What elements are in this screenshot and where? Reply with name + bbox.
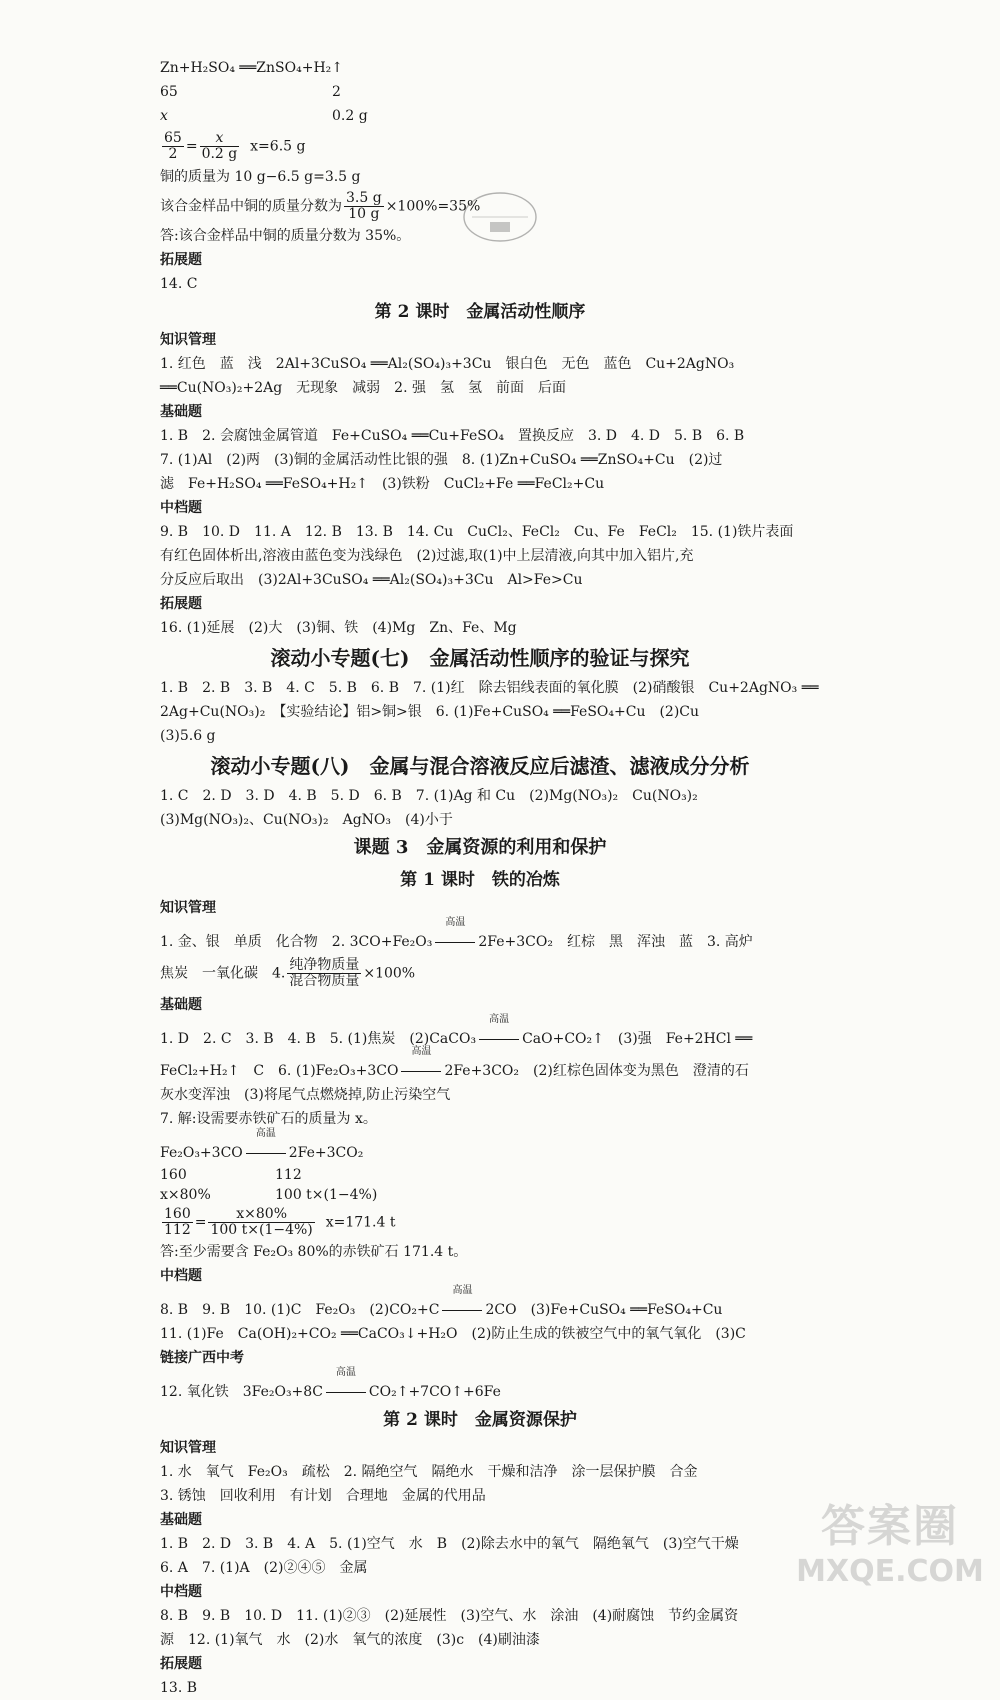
result: x=171.4 t [325,1214,396,1231]
mass-row-1 [160,1165,800,1185]
numerator: 65 [164,130,182,146]
mass-value: 65 [160,84,178,100]
section-heading: 拓展题 [160,252,202,268]
answer-line: 13. B [160,1680,198,1696]
text: 2Fe+3CO₂ 红棕 黑 浑浊 蓝 3. 高炉 [478,934,753,950]
mass-value: 160 [160,1167,187,1183]
numerator: 纯净物质量 [289,957,360,973]
text: 2Fe+3CO₂ [288,1145,364,1161]
mass-row-2 [160,104,800,128]
answer-line: 源 12. (1)氧气 水 (2)水 氧气的浓度 (3)c (4)刷油漆 [160,1632,540,1648]
fraction [162,131,184,162]
section-heading: 知识管理 [160,1440,216,1456]
text: 1. D 2. C 3. B 4. B 5. (1)焦炭 (2)CaCO₃ [160,1031,477,1047]
denominator: 2 [168,146,178,162]
unit-title: 课题 3 金属资源的利用和保护 [353,837,607,858]
numerator: 160 [164,1206,191,1222]
ratio-line: $\frac{160}{112}$ = $\frac{x\times 80\%}{100 t\times(1-4\%)}$ x=171.4 t [164,1206,396,1238]
topic-title: 滚动小专题(八) 金属与混合溶液反应后滤渣、滤液成分分析 [210,754,750,778]
answer-line: 1. 水 氧气 Fe₂O₃ 疏松 2. 隔绝空气 隔绝水 干燥和洁净 涂一层保护膜 合金 [160,1464,698,1480]
cu-mass-line: 铜的质量为 10 g−6.5 g=3.5 g [160,169,361,185]
text: 该合金样品中铜的质量分数为 [160,198,342,215]
mass-value: x [160,108,168,124]
mass-value: 0.2 g [332,108,368,124]
calc-equation [160,1128,800,1165]
fraction [200,131,240,162]
answer-line: 11. (1)Fe Ca(OH)₂+CO₂ ══CaCO₃↓+H₂O (2)防止生成的铁被空气中的氧气氧化 (3)C [160,1326,746,1342]
section-heading: 中档题 [160,500,202,516]
condition: 高温 [452,1285,473,1296]
answer-line: 滤 Fe+H₂SO₄ ══FeSO₄+H₂↑ (3)铁粉 CuCl₂+Fe ══FeCl₂+Cu [160,476,605,492]
text: Fe₂O₃+3CO [160,1145,243,1161]
section-heading: 中档题 [160,1584,202,1600]
result: x=6.5 g [250,138,306,155]
mass-value: 100 t×(1−4%) [275,1187,378,1203]
denominator: 100 t×(1−4%) [210,1222,313,1238]
mass-row-2 [160,1185,800,1205]
text: 2CO (3)Fe+CuSO₄ ══FeSO₄+Cu [485,1302,723,1318]
lesson-title: 第 1 课时 铁的冶炼 [400,870,560,890]
numerator: x×80% [208,1207,314,1223]
ratio-line: $\frac{65}{2}$ = $\frac{x}{0.2 g}$ x=6.5 g [164,130,306,162]
section-heading: 中档题 [160,1268,202,1284]
answer-line: 有红色固体析出,溶液由蓝色变为浅绿色 (2)过滤,取(1)中上层清液,向其中加入铝片,充 [160,548,694,564]
answer-line: 9. B 10. D 11. A 12. B 13. B 14. Cu CuCl₂、FeCl₂ Cu、Fe FeCl₂ 15. (1)铁片表面 [160,524,794,540]
text: 1. 金、银 单质 化合物 2. 3CO+Fe₂O₃ [160,934,433,950]
denominator: 112 [164,1222,191,1238]
answer-line: 灰水变浑浊 (3)将尾气点燃烧掉,防止污染空气 [160,1087,451,1103]
numerator: 3.5 g [346,190,382,206]
reaction-arrow [476,1014,522,1051]
answer-line: 分反应后取出 (3)2Al+3CuSO₄ ══Al₂(SO₄)₃+3Cu Al>Fe>Cu [160,572,583,588]
denominator: 0.2 g [201,146,238,162]
text: 2Fe+3CO₂ (2)红棕色固体变为黑色 澄清的石 [444,1063,749,1079]
condition: 高温 [445,917,466,928]
fraction [162,1207,193,1238]
mass-value: 112 [275,1167,302,1183]
zn-equation: Zn+H₂SO₄ ══ZnSO₄+H₂↑ [160,60,343,76]
reaction-arrow [432,917,478,954]
section-heading: 知识管理 [160,900,216,916]
answer-line: 3. 锈蚀 回收利用 有计划 合理地 金属的代用品 [160,1488,486,1504]
watermark-text: 答案圈 [821,1501,959,1552]
answer-line: 8. B 9. B 10. D 11. (1)②③ (2)延展性 (3)空气、水 涂油 (4)耐腐蚀 节约金属资 [160,1608,739,1624]
reaction-arrow [398,1046,444,1083]
fraction [287,958,361,989]
condition: 高温 [411,1046,432,1057]
answer-line: 答:至少需要含 Fe₂O₃ 80%的赤铁矿石 171.4 t。 [160,1244,468,1260]
reaction-arrow [439,1285,485,1322]
fraction [344,191,384,222]
answer-line [160,1014,800,1051]
section-heading: 拓展题 [160,1656,202,1672]
reaction-arrow [243,1128,289,1165]
answer-line [160,958,800,989]
answer-line: 14. C [160,276,198,292]
answer-page [160,56,819,1700]
answer-line: 1. B 2. 会腐蚀金属管道 Fe+CuSO₄ ══Cu+FeSO₄ 置换反应 3. D 4. D 5. B 6. B [160,428,745,444]
lesson-title: 第 2 课时 金属资源保护 [383,1410,577,1430]
condition: 高温 [255,1128,276,1139]
reaction-arrow [323,1367,369,1404]
text: CO₂↑+7CO↑+6Fe [368,1384,501,1400]
section-heading: 拓展题 [160,596,202,612]
text: FeCl₂+H₂↑ C 6. (1)Fe₂O₃+3CO [160,1063,399,1079]
section-heading: 基础题 [160,404,202,420]
fraction [208,1207,314,1238]
text: 12. 氧化铁 3Fe₂O₃+8C [160,1384,323,1400]
answer-line: 2Ag+Cu(NO₃)₂ 【实验结论】铝>铜>银 6. (1)Fe+CuSO₄ ══FeSO₄+Cu (2)Cu [160,704,700,720]
mass-value: 2 [332,84,341,100]
answer-line: 16. (1)延展 (2)大 (3)铜、铁 (4)Mg Zn、Fe、Mg [160,620,517,636]
watermark-logo [790,1500,990,1595]
watermark-url: MXQE.COM [796,1554,984,1589]
section-heading: 知识管理 [160,332,216,348]
topic-title: 滚动小专题(七) 金属活动性顺序的验证与探究 [270,646,690,670]
denominator: 10 g [348,206,380,222]
section-heading: 基础题 [160,1512,202,1528]
answer-line [160,917,800,954]
fraction-line [160,191,800,222]
answer-line [160,1046,800,1083]
answer-line: 7. (1)Al (2)两 (3)铜的金属活动性比银的强 8. (1)Zn+CuSO₄ ══ZnSO₄+Cu (2)过 [160,452,723,468]
text: 8. B 9. B 10. (1)C Fe₂O₃ (2)CO₂+C [160,1302,440,1318]
lesson-title: 第 2 课时 金属活动性顺序 [374,302,586,322]
text: ×100%=35% [385,198,481,215]
answer-line: 1. C 2. D 3. D 4. B 5. D 6. B 7. (1)Ag 和 Cu (2)Mg(NO₃)₂ Cu(NO₃)₂ [160,788,698,804]
mass-value: x×80% [160,1187,211,1203]
text: CaO+CO₂↑ (3)强 Fe+2HCl ══ [522,1031,753,1047]
condition: 高温 [489,1014,510,1025]
answer-line [160,1367,800,1404]
condition: 高温 [335,1367,356,1378]
answer-line [160,1285,800,1322]
mass-row-1 [160,80,800,104]
numerator: x [200,131,240,147]
answer-line: 7. 解:设需要赤铁矿石的质量为 x。 [160,1111,377,1127]
denominator: 混合物质量 [289,973,360,989]
answer-line: 1. B 2. D 3. B 4. A 5. (1)空气 水 B (2)除去水中的氧气 隔绝氧气 (3)空气干燥 [160,1536,739,1552]
answer-line: (3)5.6 g [160,728,216,744]
answer-line: (3)Mg(NO₃)₂、Cu(NO₃)₂ AgNO₃ (4)小于 [160,812,453,828]
text: ×100% [363,965,416,982]
text: 焦炭 一氧化碳 4. [160,965,286,982]
section-heading: 基础题 [160,997,202,1013]
answer-line: 1. 红色 蓝 浅 2Al+3CuSO₄ ══Al₂(SO₄)₃+3Cu 银白色 无色 蓝色 Cu+2AgNO₃ [160,356,735,372]
answer-line: 答:该合金样品中铜的质量分数为 35%。 [160,228,411,244]
answer-line: 1. B 2. B 3. B 4. C 5. B 6. B 7. (1)红 除去铝线表面的氧化膜 (2)硝酸银 Cu+2AgNO₃ ══ [160,680,819,696]
answer-line: 6. A 7. (1)A (2)②④⑤ 金属 [160,1560,368,1576]
answer-line: ══Cu(NO₃)₂+2Ag 无现象 减弱 2. 强 氢 氢 前面 后面 [160,380,566,396]
section-heading: 链接广西中考 [160,1350,244,1366]
